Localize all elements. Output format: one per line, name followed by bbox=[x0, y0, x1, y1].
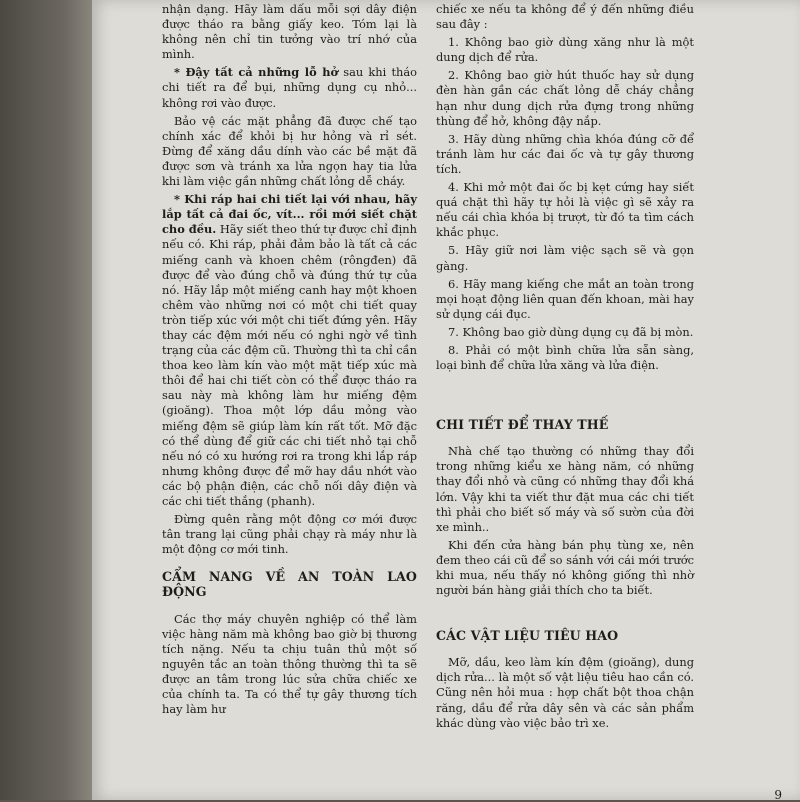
section-heading: CHI TIẾT ĐỂ THAY THẾ bbox=[436, 417, 694, 432]
list-item: 1. Không bao giờ dùng xăng như là một dung dịch để rửa. bbox=[436, 35, 694, 65]
paragraph-text: Hãy siết theo thứ tự được chỉ định nếu có. Khi ráp, phải đảm bảo là tất cả các miếng canh và khoen chêm (rôngđen) đã được để vào đúng chỗ và đúng thứ tự của nó. Hãy lắp một miếng canh hay một khoen chêm vào những nơi có một chi tiết quay tròn tiếp xúc với một chi tiết đứng yên. Hãy thay các đệm mới nếu có nghi ngờ về tình trạng của các đệm cũ. Thường thì ta chỉ cần thoa keo làm kín vào một mặt tiếp xúc mà thôi để hai chi tiết còn có thể được tháo ra sau này mà không làm hư miếng đệm (gioăng). Thoa một lớp dầu mỏng vào miếng đệm sẽ giúp làm kín rất tốt. Mỡ đặc có thể dùng để giữ các chi tiết nhỏ tại chỗ nếu nó có xu hướng rơi ra trong khi lắp ráp nhưng không được để mỡ hay dầu nhớt vào các bộ phận điện, các chỗ nối dây điện và các chi tiết thắng (phanh). bbox=[162, 222, 417, 508]
paragraph bbox=[162, 192, 417, 509]
paragraph: Mỡ, dầu, keo làm kín đệm (gioăng), dung dịch rửa... là một số vật liệu tiêu hao cần có. Cũng nên hỏi mua : hợp chất bột thoa chận răng, dầu để rửa dây sên và các sản phẩm khác dùng vào việc bảo trì xe. bbox=[436, 655, 694, 730]
paragraph: Các thợ máy chuyên nghiệp có thể làm việc hàng năm mà không bao giờ bị thương tích nặng. Nếu ta chịu tuân thủ một số nguyên tắc an toàn thông thường thì ta sẽ được an tâm trong lúc sửa chữa chiếc xe của chính ta. Ta có thể tự gây thương tích hay làm hư bbox=[162, 612, 417, 718]
paragraph: Bảo vệ các mặt phẳng đã được chế tạo chính xác để khỏi bị hư hỏng và rỉ sét. Đừng để xăng dầu dính vào các bề mặt đã được sơn và tránh xa lửa ngọn hay tia lửa khi làm việc gần những chất lỏng dễ cháy. bbox=[162, 114, 417, 189]
left-column bbox=[162, 2, 417, 720]
bold-lead: * Khi ráp hai chi tiết lại với nhau, hãy lắp tất cả đai ốc, vít... rồi mới siết chặt cho đều. bbox=[162, 192, 417, 236]
right-column bbox=[436, 2, 694, 734]
paragraph: chiếc xe nếu ta không để ý đến những điều sau đây : bbox=[436, 2, 694, 32]
list-item: 8. Phải có một bình chữa lửa sẵn sàng, loại bình để chữa lửa xăng và lửa điện. bbox=[436, 343, 694, 373]
paragraph: Đừng quên rằng một động cơ mới được tân trang lại cũng phải chạy rà máy như là một động cơ mới tinh. bbox=[162, 512, 417, 557]
page-number: 9 bbox=[774, 788, 782, 802]
list-item: 3. Hãy dùng những chìa khóa đúng cỡ để tránh làm hư các đai ốc và tự gây thương tích. bbox=[436, 132, 694, 177]
list-item: 7. Không bao giờ dùng dụng cụ đã bị mòn. bbox=[436, 325, 694, 340]
list-item: 4. Khi mở một đai ốc bị kẹt cứng hay siết quá chặt thì hãy tự hỏi là việc gì sẽ xảy ra nếu cái chìa khóa bị trượt, từ đó ta tìm cách khắc phục. bbox=[436, 180, 694, 240]
paragraph bbox=[162, 65, 417, 110]
section-heading: CÁC VẬT LIỆU TIÊU HAO bbox=[436, 628, 694, 643]
list-item: 2. Không bao giờ hút thuốc hay sử dụng đèn hàn gần các chất lỏng dễ cháy chẳng hạn như dung dịch rửa đựng trong những thùng để hở, không đậy nắp. bbox=[436, 68, 694, 128]
section-heading: CẨM NANG VỀ AN TOÀN LAO ĐỘNG bbox=[162, 569, 417, 599]
list-item: 5. Hãy giữ nơi làm việc sạch sẽ và gọn gàng. bbox=[436, 243, 694, 273]
paragraph: Nhà chế tạo thường có những thay đổi trong những kiểu xe hàng năm, có những thay đổi nhỏ và cũng có những thay đổi khá lớn. Vậy khi ta viết thư đặt mua các chi tiết thì phải cho biết số máy và số sườn của đời xe mình.. bbox=[436, 444, 694, 535]
list-item: 6. Hãy mang kiếng che mắt an toàn trong mọi hoạt động liên quan đến khoan, mài hay sử dụng cái đục. bbox=[436, 277, 694, 322]
paragraph-text: sau khi tháo chi tiết ra để bụi, những dụng cụ nhỏ... không rơi vào được. bbox=[162, 65, 417, 109]
bold-lead: * Đậy tất cả những lỗ hở bbox=[174, 65, 338, 79]
paragraph: Khi đến cửa hàng bán phụ tùng xe, nên đem theo cái cũ để so sánh với cái mới trước khi mua, nếu thấy nó không giống thì nhờ người bán hàng giải thích cho ta biết. bbox=[436, 538, 694, 598]
paragraph: nhận dạng. Hãy làm dấu mỗi sợi dây điện được tháo ra bằng giấy keo. Tóm lại là không nên chỉ tin tưởng vào trí nhớ của mình. bbox=[162, 2, 417, 62]
book-spine-shadow bbox=[0, 0, 92, 800]
